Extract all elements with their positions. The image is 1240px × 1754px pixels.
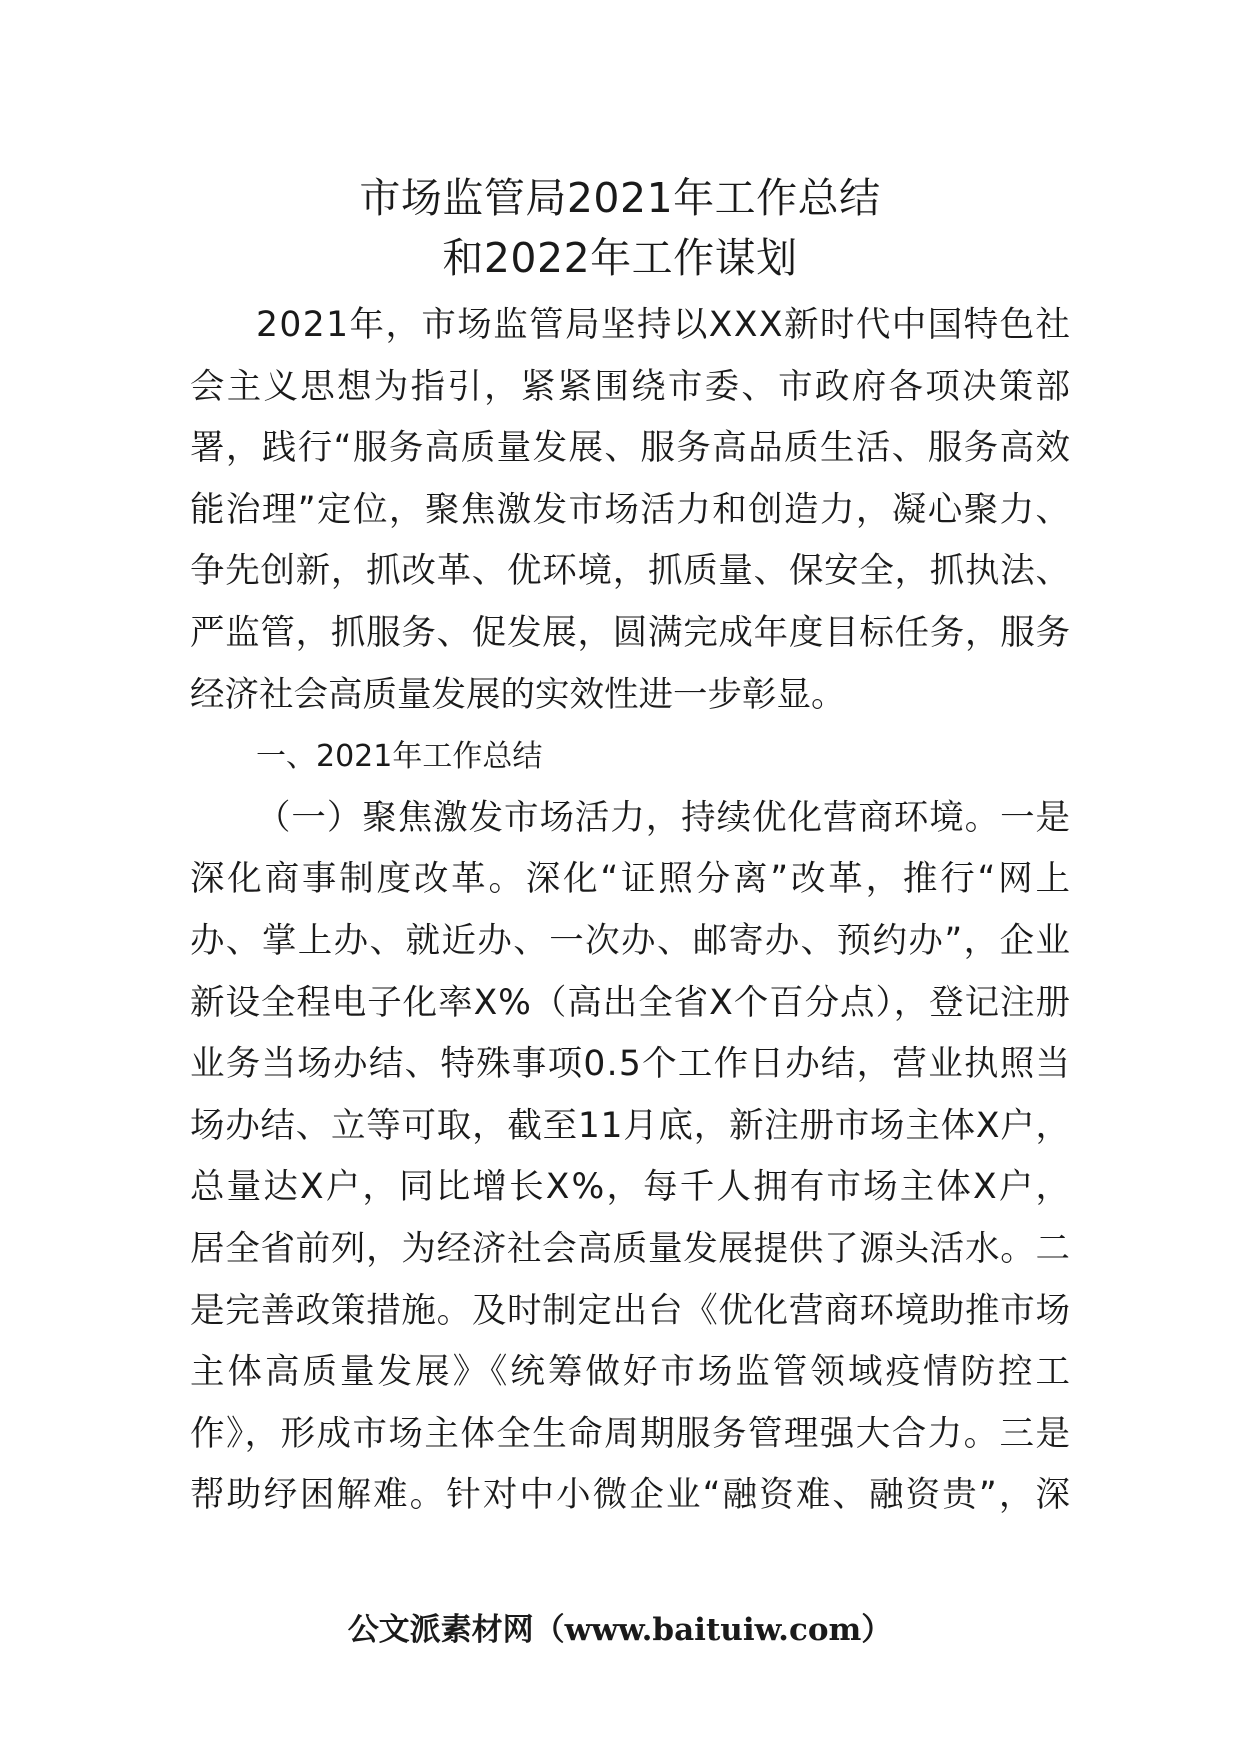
paragraph-line: 新设全程电子化率X%（高出全省X个百分点），登记注册 xyxy=(190,982,1071,1023)
section-heading: 一、2021年工作总结 xyxy=(256,739,543,775)
paragraph-line: 深化商事制度改革。深化“证照分离”改革，推行“网上 xyxy=(190,859,1073,900)
paragraph-line: 总量达X户，同比增长X%，每千人拥有市场主体X户， xyxy=(190,1167,1073,1208)
paragraph-line: 居全省前列，为经济社会高质量发展提供了源头活水。二 xyxy=(190,1228,1071,1269)
paragraph-line: 严监管，抓服务、促发展，圆满完成年度目标任务，服务 xyxy=(190,612,1071,653)
document-body xyxy=(190,295,1074,1527)
paragraph-line: 帮助纾困解难。针对中小微企业“融资难、融资贵”，深 xyxy=(190,1475,1073,1516)
paragraph-line: （一）聚焦激发市场活力，持续优化营商环境。一是 xyxy=(256,797,1071,838)
paragraph-line: 能治理”定位，聚焦激发市场活力和创造力，凝心聚力、 xyxy=(190,489,1072,530)
footer-watermark: 公文派素材网（www.baituiw.com） xyxy=(347,1612,893,1648)
paragraph-line: 2021年，市场监管局坚持以XXX新时代中国特色社 xyxy=(256,305,1072,345)
paragraph-line: 是完善政策措施。及时制定出台《优化营商环境助推市场 xyxy=(190,1290,1071,1331)
document-title xyxy=(0,168,1240,288)
paragraph-line: 业务当场办结、特殊事项0.5个工作日办结，营业执照当 xyxy=(190,1044,1072,1085)
paragraph-line: 主体高质量发展》《统筹做好市场监管领域疫情防控工 xyxy=(190,1352,1074,1393)
title-line-2: 和2022年工作谋划 xyxy=(442,234,798,282)
paragraph-line: 会主义思想为指引，紧紧围绕市委、市政府各项决策部 xyxy=(190,366,1073,407)
paragraph-line: 经济社会高质量发展的实效性进一步彰显。 xyxy=(190,674,846,715)
paragraph-line: 作》，形成市场主体全生命周期服务管理强大合力。三是 xyxy=(190,1413,1072,1454)
paragraph-line: 办、掌上办、就近办、一次办、邮寄办、预约办”，企业 xyxy=(190,920,1072,961)
paragraph-line: 署，践行“服务高质量发展、服务高品质生活、服务高效 xyxy=(190,428,1072,469)
paragraph-line: 争先创新，抓改革、优环境，抓质量、保安全，抓执法、 xyxy=(190,551,1071,592)
title-line-1: 市场监管局2021年工作总结 xyxy=(359,174,881,222)
paragraph-line: 场办结、立等可取，截至11月底，新注册市场主体X户， xyxy=(190,1105,1071,1146)
